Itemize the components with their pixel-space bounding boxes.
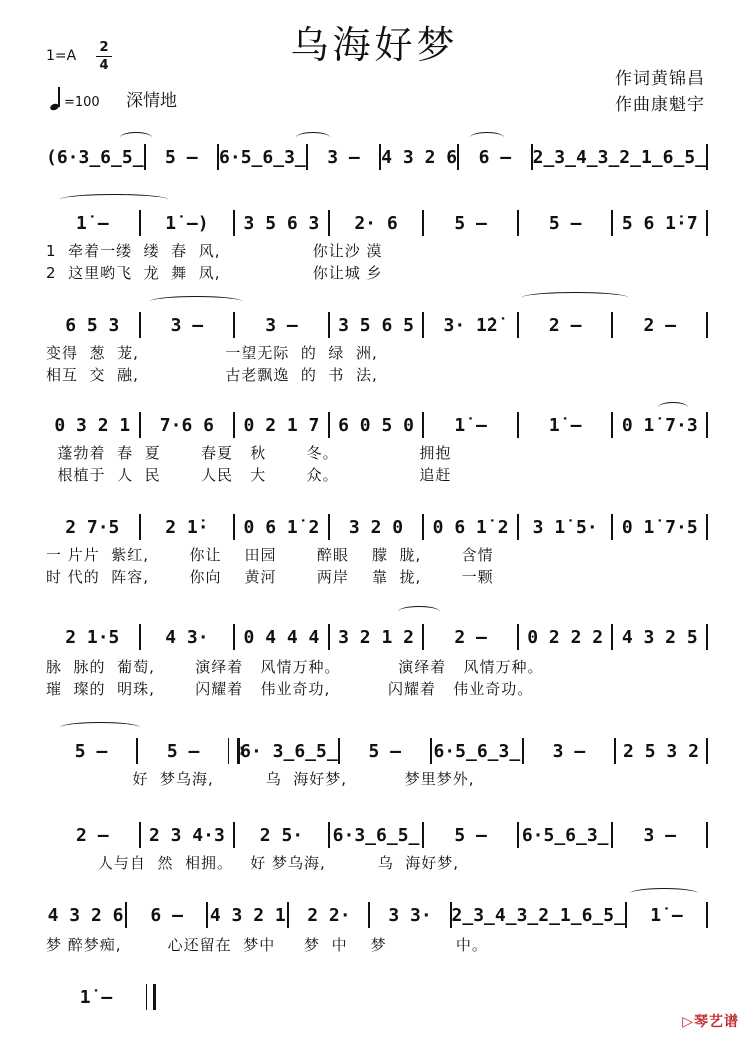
slur (630, 888, 698, 899)
measure: 2 1·5 (65, 626, 120, 648)
slur (296, 132, 330, 143)
measure: 2 3 4·3 (148, 824, 225, 846)
measure: 0 1̇ 7·3 (621, 414, 698, 436)
lyrics-line-8: 人与自 然 相拥。 好 梦乌海, 乌 海好梦, (46, 854, 460, 872)
measure: 2 – (76, 824, 109, 846)
music-line-6 (46, 622, 708, 652)
slur (470, 132, 504, 143)
measure: 6·5̲6̲3̲ (433, 740, 521, 762)
lyrics-line-4-verse-1: 蓬勃着 春 夏 春夏 秋 冬。 拥抱 (46, 444, 452, 462)
measure: 7·6 6 (159, 414, 214, 436)
barline (706, 144, 708, 170)
quarter-note-icon (50, 86, 62, 110)
music-line-1 (46, 142, 708, 172)
measure: 5 6 1̇·7 (621, 212, 698, 234)
barline (706, 624, 708, 650)
measure: 6 – (478, 146, 512, 168)
logo-text: 琴艺谱 (694, 1014, 739, 1030)
measure: 0 6 1̇ 2 (243, 516, 320, 538)
measure: 2̲3̲4̲3̲2̲1̲6̲5̲ (451, 904, 625, 926)
music-line-8 (46, 820, 708, 850)
slur (60, 722, 140, 733)
measure: 0 1̇ 7·5 (621, 516, 698, 538)
measure: 6·5̲6̲3̲ (219, 146, 306, 168)
logo-icon: ▷ (682, 1014, 694, 1030)
measure: 1̇ – (650, 904, 683, 926)
song-title: 乌海好梦 (290, 23, 459, 67)
time-sig-bottom: 4 (99, 58, 109, 73)
slur (120, 132, 152, 143)
measure: 2 1̇· (165, 516, 209, 538)
measure: 5 – (165, 146, 198, 168)
measure: 2̲3̲4̲3̲2̲1̲6̲5̲ (532, 146, 706, 168)
slur (150, 296, 242, 307)
barline (706, 822, 708, 848)
measure: 1̇ – (76, 212, 109, 234)
measure: 4 3 2 6 (47, 904, 124, 926)
measure: 6· 3̲6̲5̲ (240, 740, 338, 762)
barline (228, 738, 240, 764)
measure: 0 6 1̇ 2 (432, 516, 509, 538)
composer: 作曲康魁宇 (615, 95, 705, 115)
barline (706, 738, 708, 764)
measure: 5 – (454, 824, 487, 846)
lyrics-line-9: 梦 醉梦痴, 心还留在 梦中 梦 中 梦 中。 (46, 936, 488, 954)
measure: 6 5 3 (65, 314, 120, 336)
measure: 2· 6 (354, 212, 398, 234)
tempo-marking (50, 86, 100, 110)
measure: 3 – (170, 314, 204, 336)
measure: 3 5 6 3 (243, 212, 320, 234)
measure: 2 7·5 (65, 516, 120, 538)
time-signature (96, 40, 112, 73)
measure: 2 5· (259, 824, 304, 846)
lyrics-line-2-verse-2: 2 这里哟飞 龙 舞 凤, 你让城 乡 (46, 264, 383, 282)
measure: 5 – (548, 212, 582, 234)
measure: 3 2 1 2 (338, 626, 414, 648)
measure: 6·3̲6̲5̲ (332, 824, 420, 846)
music-line-5 (46, 512, 708, 542)
measure: 0 2 2 2 (527, 626, 604, 648)
measure: 3 – (552, 740, 586, 762)
music-line-10 (46, 982, 156, 1012)
measure: 3· 1̇2̇ (443, 314, 498, 336)
site-logo (682, 1011, 739, 1031)
measure: 4 3 2 6 (381, 146, 458, 168)
barline (706, 412, 708, 438)
lyrics-line-4-verse-2: 根植于 人 民 人民 大 众。 追赶 (46, 466, 452, 484)
measure: 3 1̇ 5· (532, 516, 598, 538)
measure: 5 – (454, 212, 487, 234)
measure: 5 – (166, 740, 200, 762)
barline (706, 210, 708, 236)
measure: 0 3 2 1 (54, 414, 131, 436)
lyrics-line-6-verse-2: 璀 璨的 明珠, 闪耀着 伟业奇功, 闪耀着 伟业奇功。 (46, 680, 534, 698)
measure: 4 3 2 5 (621, 626, 698, 648)
measure: 6 0 5 0 (338, 414, 414, 436)
slur (658, 402, 688, 413)
music-line-4 (46, 410, 708, 440)
time-sig-top: 2 (99, 40, 109, 55)
music-line-7 (46, 736, 708, 766)
measure: 3 – (265, 314, 298, 336)
measure: 5 – (368, 740, 401, 762)
barline (706, 514, 708, 540)
measure: 1̇ – (548, 414, 582, 436)
slur (522, 292, 628, 303)
measure: 2 – (643, 314, 677, 336)
measure: 5 – (74, 740, 108, 762)
measure: 0 2 1 7 (243, 414, 320, 436)
barline (706, 312, 708, 338)
measure: 2 – (548, 314, 582, 336)
measure: 1̇ –) (165, 212, 209, 234)
measure: 1̇ – (79, 986, 113, 1008)
measure: 3 – (643, 824, 677, 846)
expression-marking: 深情地 (126, 91, 177, 111)
slur (398, 606, 440, 617)
lyrics-line-3-verse-1: 变得 葱 茏, 一望无际 的 绿 洲, (46, 344, 378, 362)
measure: 4 3· (165, 626, 209, 648)
measure: 3 2 0 (348, 516, 404, 538)
lyrics-line-3-verse-2: 相互 交 融, 古老飘逸 的 书 法, (46, 366, 378, 384)
lyricist: 作词黄锦昌 (615, 69, 705, 89)
lyrics-line-6-verse-1: 脉 脉的 葡萄, 演绎着 风情万种。 演绎着 风情万种。 (46, 658, 544, 676)
key-signature: 1=A (46, 48, 77, 64)
barline (706, 902, 708, 928)
music-line-2 (46, 208, 708, 238)
measure: 3 – (327, 146, 360, 168)
measure: 6·5̲6̲3̲ (521, 824, 609, 846)
measure: 0 4 4 4 (243, 626, 320, 648)
slur (60, 194, 168, 205)
measure: 2 2· (307, 904, 351, 926)
measure: 3 5 6 5 (338, 314, 414, 336)
measure: 2 5 3 2 (623, 740, 699, 762)
measure: 2 – (454, 626, 487, 648)
measure: (6·3̲6̲5̲ (46, 146, 144, 168)
tempo-value: =100 (64, 95, 100, 110)
lyrics-line-5-verse-2: 时 代的 阵容, 你向 黄河 两岸 靠 拢, 一颗 (46, 568, 494, 586)
measure: 3 3· (388, 904, 432, 926)
music-line-3 (46, 310, 708, 340)
lyrics-line-2-verse-1: 1 牵着一缕 缕 春 风, 你让沙 漠 (46, 242, 383, 260)
measure: 1̇ – (454, 414, 487, 436)
measure: 4 3 2 1 (209, 904, 286, 926)
barline (146, 984, 156, 1010)
music-line-9 (46, 900, 708, 930)
lyrics-line-5-verse-1: 一 片片 紫红, 你让 田园 醉眼 朦 胧, 含情 (46, 546, 494, 564)
measure: 6 – (150, 904, 183, 926)
lyrics-line-7: 好 梦乌海, 乌 海好梦, 梦里梦外, (46, 770, 475, 788)
